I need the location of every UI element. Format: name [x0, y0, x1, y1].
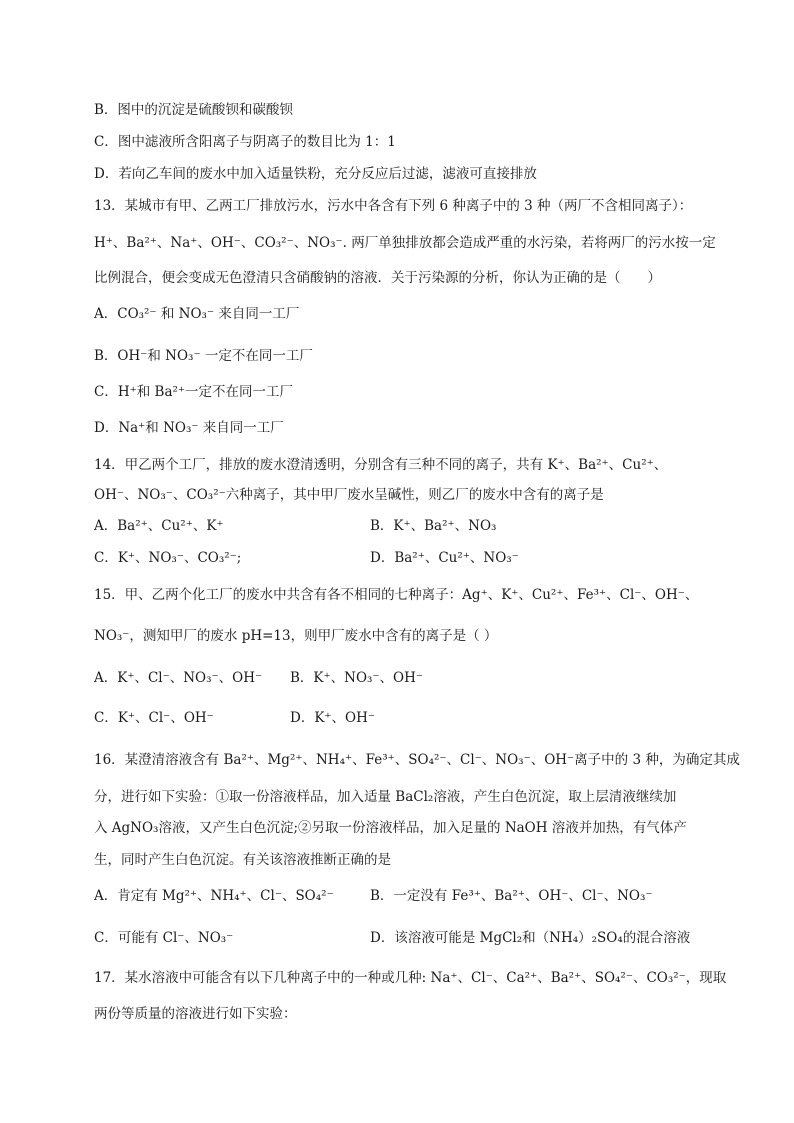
q16-stem-line4: 生，同时产生白色沉淀。有关该溶液推断正确的是: [94, 852, 391, 868]
q14-option-b: B．K⁺、Ba²⁺、NO₃: [370, 518, 497, 534]
q15-stem-line2: NO₃⁻，测知甲厂的废水 pH=13，则甲厂废水中含有的离子是（ ）: [94, 628, 498, 644]
q16-option-b: B．一定没有 Fe³⁺、Ba²⁺、OH⁻、Cl⁻、NO₃⁻: [370, 888, 653, 904]
q15-stem-line1: 15．甲、乙两个化工厂的废水中共含有各不相同的七种离子：Ag⁺、K⁺、Cu²⁺、Fe³⁺、Cl⁻、OH⁻、: [94, 587, 699, 603]
q13-option-d: D．Na⁺和 NO₃⁻ 来自同一工厂: [94, 420, 284, 436]
q17-stem-line2: 两份等质量的溶液进行如下实验：: [94, 1006, 297, 1022]
q14-option-d: D．Ba²⁺、Cu²⁺、NO₃⁻: [370, 550, 519, 566]
q12-option-d: D．若向乙车间的废水中加入适量铁粉，充分反应后过滤，滤液可直接排放: [94, 166, 537, 182]
q13-stem-line1: 13．某城市有甲、乙两工厂排放污水，污水中各含有下列 6 种离子中的 3 种（两厂不含相同离子）：: [94, 198, 693, 214]
q15-option-b: B．K⁺、NO₃⁻、OH⁻: [290, 670, 424, 686]
q13-option-c: C．H⁺和 Ba²⁺一定不在同一工厂: [94, 384, 294, 400]
q14-option-c: C．K⁺、NO₃⁻、CO₃²⁻;: [94, 550, 242, 566]
q13-stem-line3: 比例混合，便会变成无色澄清只含硝酸钠的溶液．关于污染源的分析，你认为正确的是（ ）: [94, 270, 661, 286]
q12-option-c: C．图中滤液所含阳离子与阴离子的数目比为 1：1: [94, 134, 396, 150]
q16-option-d: D．该溶液可能是 MgCl₂和（NH₄）₂SO₄的混合溶液: [370, 930, 691, 946]
q16-stem-line1: 16．某澄清溶液含有 Ba²⁺、Mg²⁺、NH₄⁺、Fe³⁺、SO₄²⁻、Cl⁻、NO₃⁻、OH⁻离子中的 3 种，为确定其成: [94, 752, 740, 768]
q13-option-b: B．OH⁻和 NO₃⁻ 一定不在同一工厂: [94, 348, 313, 364]
q13-stem-line2: H⁺、Ba²⁺、Na⁺、OH⁻、CO₃²⁻、NO₃⁻. 两厂单独排放都会造成严重的水污染，若将两厂的污水按一定: [94, 235, 716, 251]
q14-stem-line2: OH⁻、NO₃⁻、CO₃²⁻六种离子，其中甲厂废水呈碱性，则乙厂的废水中含有的离子是: [94, 487, 604, 503]
q16-option-c: C．可能有 Cl⁻、NO₃⁻: [94, 930, 234, 946]
q16-option-a: A．肯定有 Mg²⁺、NH₄⁺、Cl⁻、SO₄²⁻: [94, 888, 334, 904]
q13-option-a: A．CO₃²⁻ 和 NO₃⁻ 来自同一工厂: [94, 306, 300, 322]
q16-stem-line2: 分，进行如下实验：①取一份溶液样品，加入适量 BaCl₂溶液，产生白色沉淀，取上层清液继续加: [94, 789, 677, 805]
q15-option-d: D．K⁺、OH⁻: [290, 710, 376, 726]
q17-stem-line1: 17．某水溶液中可能含有以下几种离子中的一种或几种: Na⁺、Cl⁻、Ca²⁺、Ba²⁺、SO₄²⁻、CO₃²⁻，现取: [94, 970, 727, 986]
q14-stem-line1: 14．甲乙两个工厂，排放的废水澄清透明，分别含有三种不同的离子，共有 K⁺、Ba²⁺、Cu²⁺、: [94, 457, 668, 473]
q12-option-b: B．图中的沉淀是硫酸钡和碳酸钡: [94, 102, 293, 118]
q15-option-a: A．K⁺、Cl⁻、NO₃⁻、OH⁻: [94, 670, 263, 686]
q15-option-c: C．K⁺、Cl⁻、OH⁻: [94, 710, 214, 726]
q16-stem-line3: 入 AgNO₃溶液，又产生白色沉淀;②另取一份溶液样品，加入足量的 NaOH 溶液并加热，有气体产: [94, 820, 687, 836]
q14-option-a: A．Ba²⁺、Cu²⁺、K⁺: [94, 518, 224, 534]
